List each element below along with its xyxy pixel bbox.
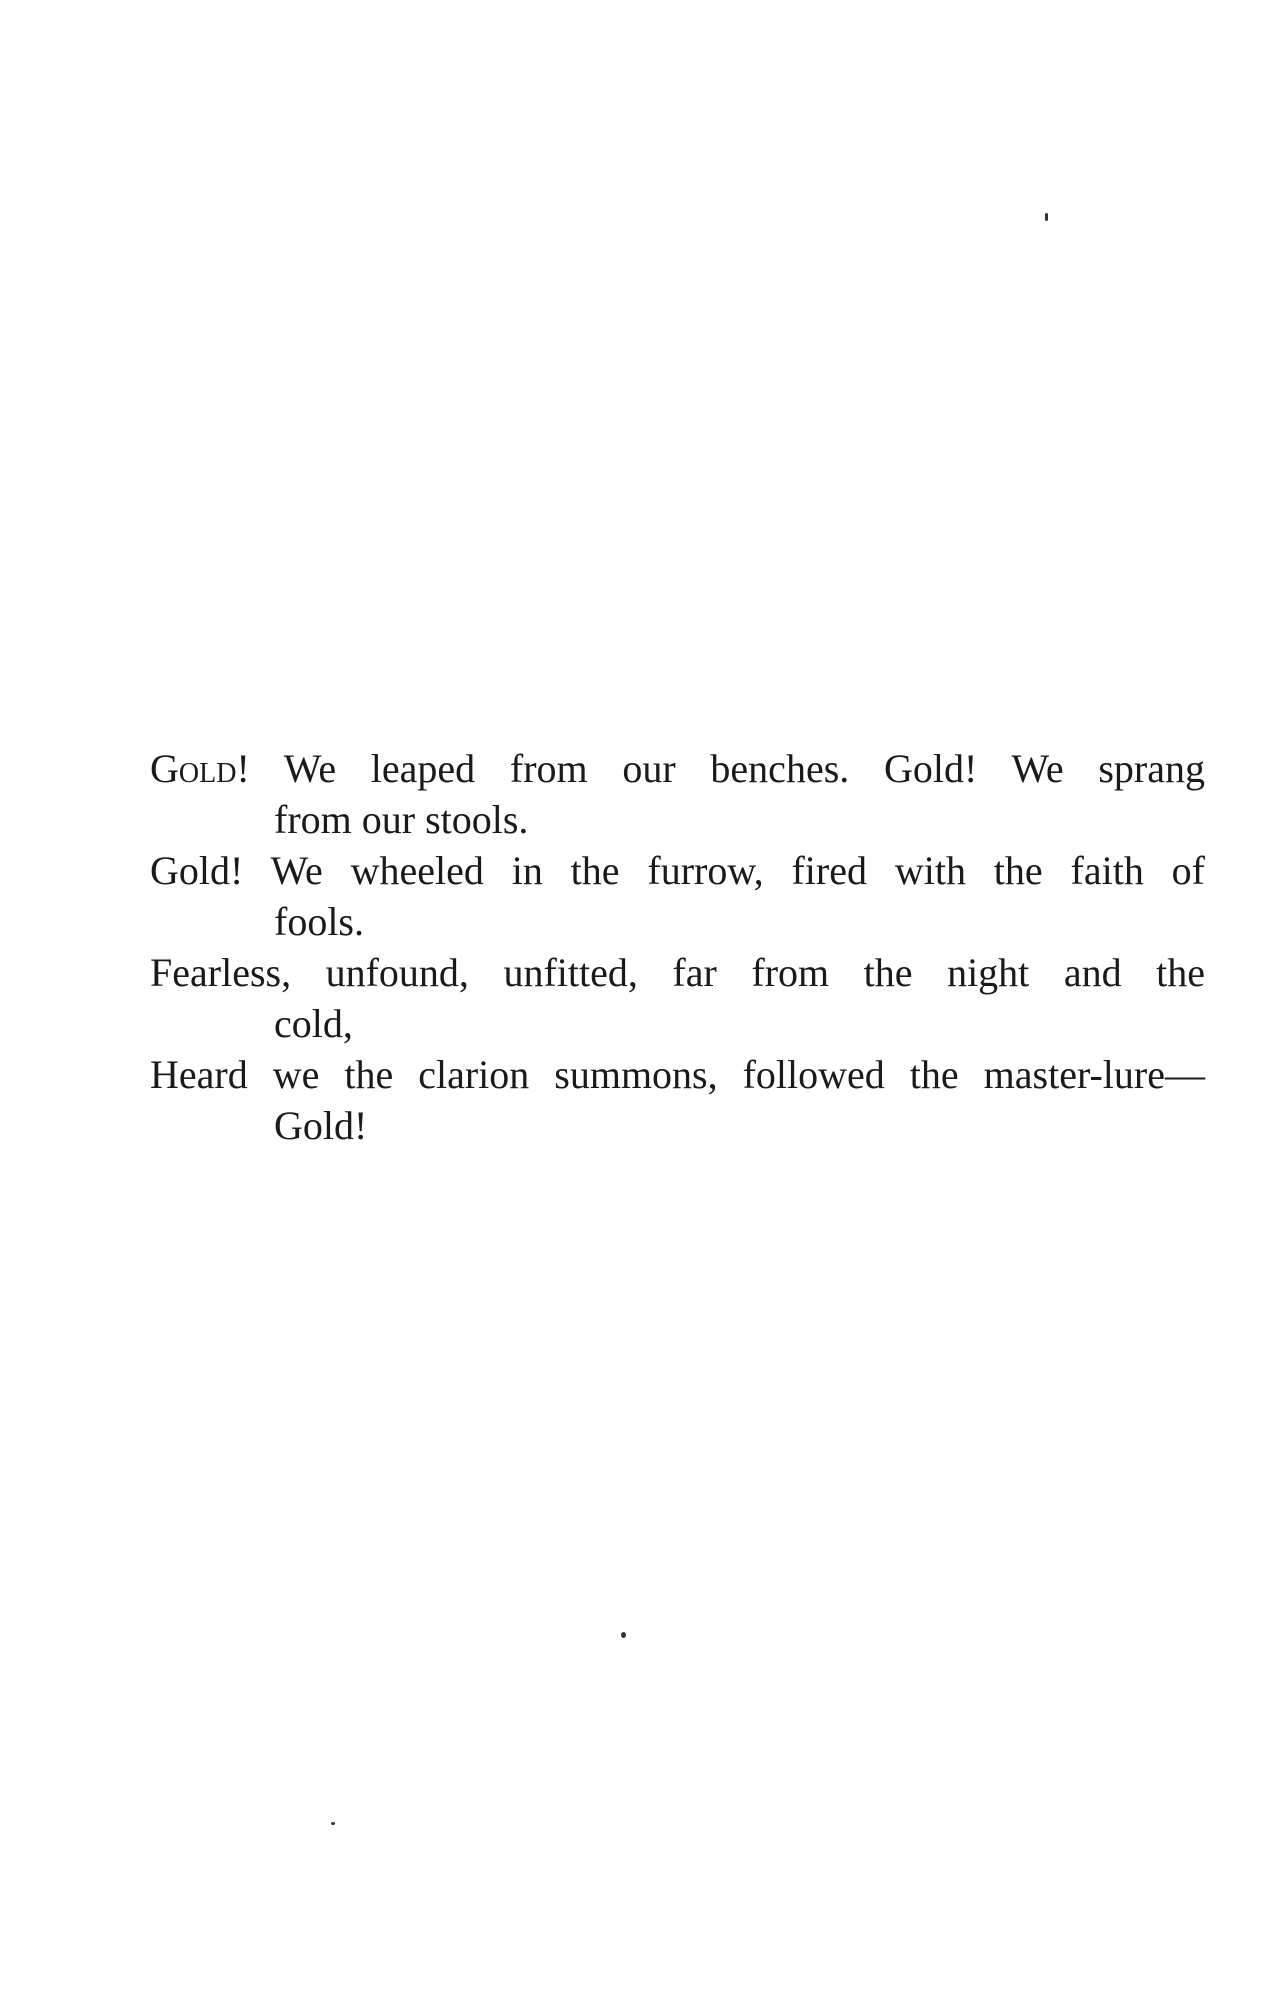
poem-line-continuation: fools. [274,899,364,944]
poem-line-continuation: from our stools. [274,797,529,842]
poem-line-text: Heard we the clarion summons, followed the master-lure— [150,1052,1205,1097]
poem-line [150,947,1205,1049]
poem-line-continuation: Gold! [274,1103,368,1148]
page-speck [331,1822,335,1825]
poem-line-first [150,743,1205,794]
poem-line-first [150,845,1205,896]
page-speck [1045,213,1048,221]
poem-line-text: ! We leaped from our benches. Gold! We sprang [236,746,1205,791]
poem-line-lead: Gold [150,746,237,791]
poem-line-text: Gold! We wheeled in the furrow, fired with the faith of [150,848,1205,893]
poem-stanza [150,743,1205,1151]
poem-line [150,743,1205,845]
poem-line-continuation: cold, [274,1001,353,1046]
poem-line-first [150,947,1205,998]
poem-line-first [150,1049,1205,1100]
poem-line [150,845,1205,947]
poem-line [150,1049,1205,1151]
page-speck [621,1632,626,1638]
poem-line-text: Fearless, unfound, unfitted, far from the night and the [150,950,1205,995]
